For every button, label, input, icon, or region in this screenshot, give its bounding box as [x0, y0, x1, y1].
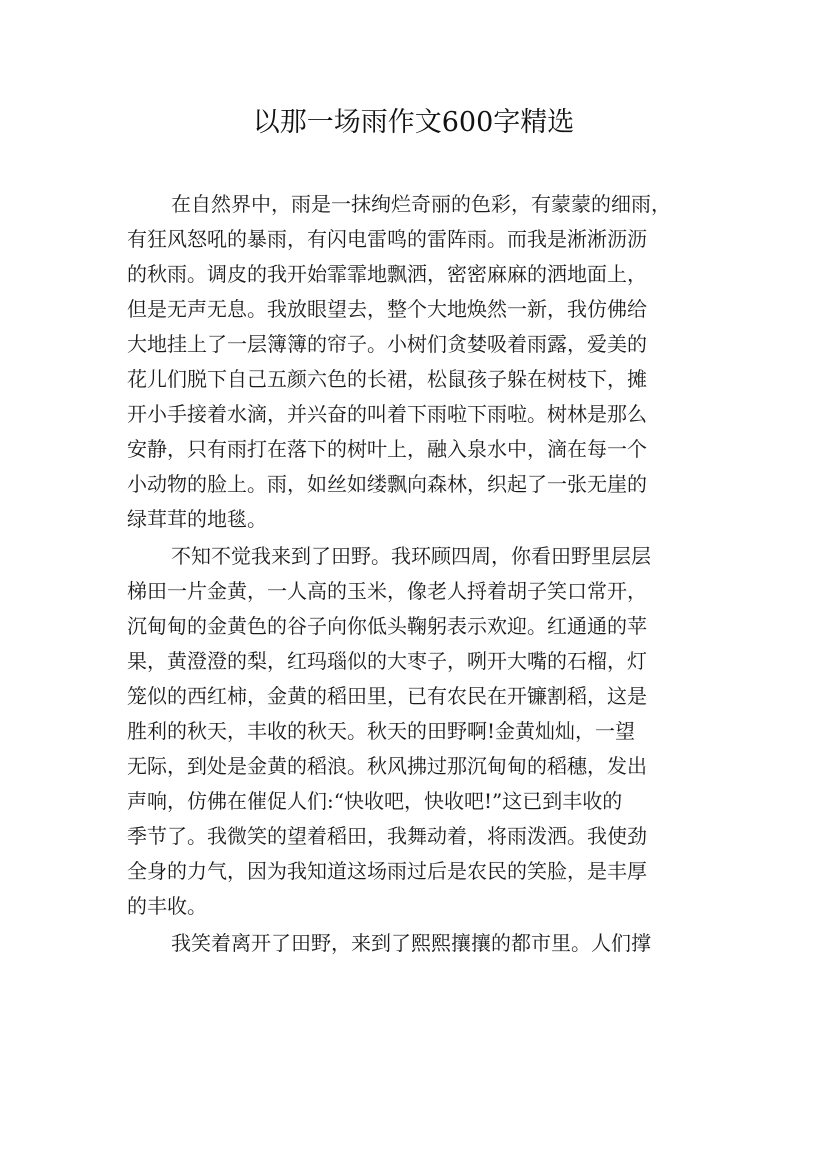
- text-line: 沉甸甸的金黄色的谷子向你低头鞠躬表示欢迎。红通通的苹: [127, 614, 647, 638]
- text-line: 全身的力气，因为我知道这场雨过后是农民的笑脸，是丰厚: [127, 859, 647, 883]
- text-line: 安静，只有雨打在落下的树叶上，融入泉水中，滴在每一个: [127, 437, 647, 461]
- text-line: 的秋雨。调皮的我开始霏霏地飘洒，密密麻麻的洒地面上，: [127, 262, 647, 286]
- text-line: 绿茸茸的地毯。: [127, 507, 267, 531]
- text-line: 不知不觉我来到了田野。我环顾四周，你看田野里层层: [171, 544, 651, 568]
- text-line: 在自然界中，雨是一抹绚烂奇丽的色彩，有蒙蒙的细雨，: [171, 192, 671, 216]
- text-line: 的丰收。: [127, 894, 207, 918]
- text-line: 有狂风怒吼的暴雨，有闪电雷鸣的雷阵雨。而我是淅淅沥沥: [127, 227, 647, 251]
- text-line: 笼似的西红柿，金黄的稻田里，已有农民在开镰割稻，这是: [127, 684, 647, 708]
- text-line: 季节了。我微笑的望着稻田，我舞动着，将雨泼洒。我使劲: [127, 824, 647, 848]
- text-line: 我笑着离开了田野，来到了熙熙攘攘的都市里。人们撑: [171, 931, 651, 955]
- text-line: 无际，到处是金黄的稻浪。秋风拂过那沉甸甸的稻穗，发出: [127, 754, 647, 778]
- text-line: 花儿们脱下自己五颜六色的长裙，松鼠孩子躲在树枝下，摊: [127, 367, 647, 391]
- text-line: 果，黄澄澄的梨，红玛瑙似的大枣子，咧开大嘴的石榴，灯: [127, 649, 647, 673]
- text-line: 开小手接着水滴，并兴奋的叫着下雨啦下雨啦。树林是那么: [127, 402, 647, 426]
- text-line: 但是无声无息。我放眼望去，整个大地焕然一新，我仿佛给: [127, 297, 647, 321]
- text-line: 声响，仿佛在催促人们:“快收吧，快收吧!”这已到丰收的: [127, 789, 623, 813]
- text-line: 小动物的脸上。雨，如丝如缕飘向森林，织起了一张无崖的: [127, 472, 647, 496]
- text-line: 胜利的秋天，丰收的秋天。秋天的田野啊!金黄灿灿，一望: [127, 719, 636, 743]
- text-line: 大地挂上了一层簿簿的帘子。小树们贪婪吸着雨露，爱美的: [127, 332, 647, 356]
- text-line: 梯田一片金黄，一人高的玉米，像老人捋着胡子笑口常开，: [127, 579, 647, 603]
- document-title: 以那一场雨作文600字精选: [252, 107, 575, 138]
